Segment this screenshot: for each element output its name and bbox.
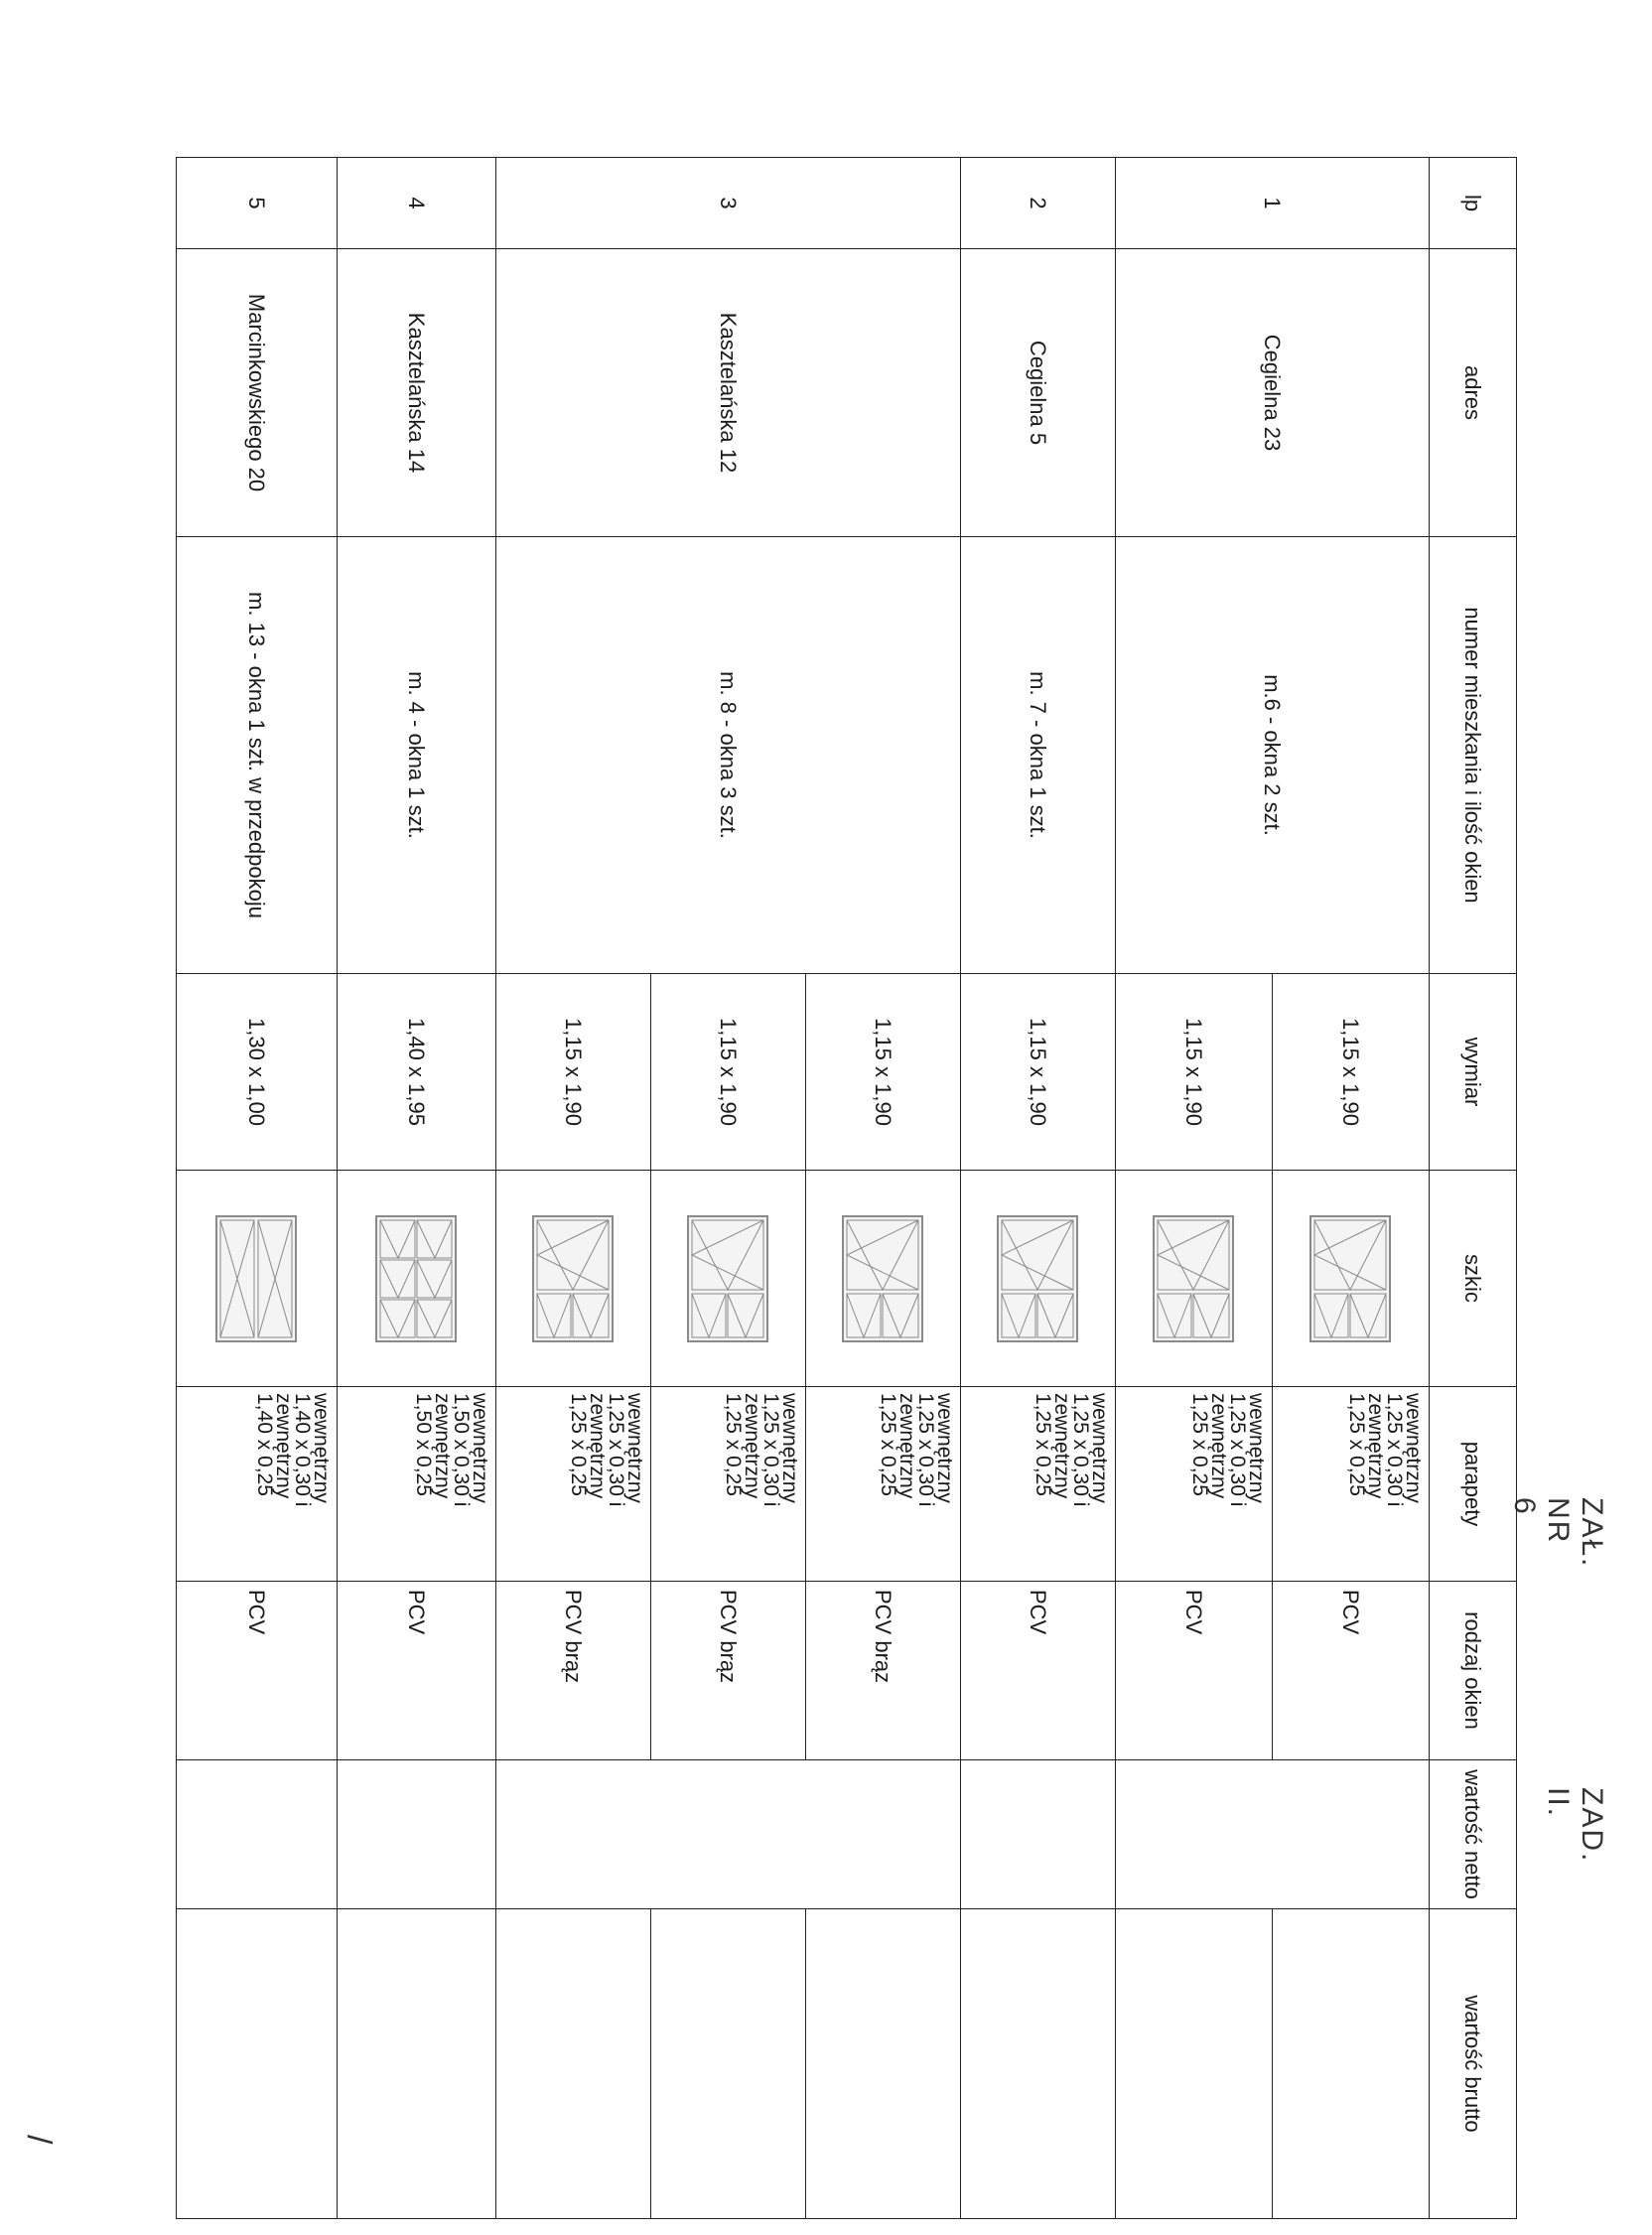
- parapet-line: 1,25 x 0,25: [567, 1393, 590, 1496]
- parapet-line: 1,25 x 0,25: [1032, 1393, 1054, 1496]
- parapet-line: wewnętrzny: [469, 1393, 491, 1503]
- cell-numer: m.6 - okna 2 szt.: [1116, 537, 1430, 974]
- rotated-page: [183, 157, 1517, 2218]
- cell-rodzaj: PCV: [338, 1582, 496, 1760]
- cell-brutto[interactable]: [1116, 1909, 1273, 2219]
- parapet-line: 1,40 x 0,25: [253, 1393, 276, 1496]
- parapet-line: wewnętrzny: [1088, 1393, 1111, 1503]
- cell-lp: 4: [338, 158, 496, 249]
- parapet-line: 1,50 x 0,30 i: [450, 1393, 473, 1507]
- parapet-line: wewnętrzny: [1245, 1393, 1268, 1503]
- cell-netto[interactable]: [177, 1760, 338, 1909]
- parapet-line: 1,25 x 0,25: [1188, 1393, 1211, 1496]
- cell-rodzaj: PCV: [1273, 1582, 1430, 1760]
- cell-rodzaj: PCV brąz: [496, 1582, 651, 1760]
- parapet-line: 1,25 x 0,25: [722, 1393, 745, 1496]
- handwritten-task-note: ZAD. II.: [1542, 1787, 1608, 1864]
- parapet-line: zewnętrzny: [272, 1393, 295, 1499]
- cell-parapety: [1273, 1387, 1430, 1582]
- cell-rodzaj: PCV brąz: [806, 1582, 961, 1760]
- header-wymiar: wymiar: [1430, 974, 1517, 1171]
- parapet-line: zewnętrzny: [1050, 1393, 1073, 1499]
- cell-netto[interactable]: [1116, 1760, 1430, 1909]
- cell-lp: 2: [961, 158, 1116, 249]
- cell-brutto[interactable]: [1273, 1909, 1430, 2219]
- window-sketch-icon: [1309, 1177, 1393, 1380]
- cell-wymiar: 1,15 x 1,90: [961, 974, 1116, 1171]
- cell-wymiar: 1,15 x 1,90: [1273, 974, 1430, 1171]
- cell-netto[interactable]: [338, 1760, 496, 1909]
- parapet-line: wewnętrzny: [1402, 1393, 1425, 1503]
- parapet-line: zewnętrzny: [431, 1393, 454, 1499]
- parapet-line: zewnętrzny: [586, 1393, 609, 1499]
- cell-lp: 5: [177, 158, 338, 249]
- parapet-line: zewnętrzny: [895, 1393, 918, 1499]
- header-lp: lp: [1430, 158, 1517, 249]
- cell-szkic: [338, 1171, 496, 1387]
- cell-parapety: [961, 1387, 1116, 1582]
- cell-adres: Kasztelańska 14: [338, 249, 496, 537]
- cell-parapety: [496, 1387, 651, 1582]
- cell-numer: m. 4 - okna 1 szt.: [338, 537, 496, 974]
- table-row: [1273, 158, 1430, 2219]
- cell-brutto[interactable]: [177, 1909, 338, 2219]
- header-numer: numer mieszkania i ilość okien: [1430, 537, 1517, 974]
- cell-szkic: [651, 1171, 806, 1387]
- header-netto: wartość netto: [1430, 1760, 1517, 1909]
- header-brutto: wartość brutto: [1430, 1909, 1517, 2219]
- cell-numer: m. 7 - okna 1 szt.: [961, 537, 1116, 974]
- window-sketch-icon: [215, 1177, 299, 1380]
- cell-szkic: [177, 1171, 338, 1387]
- cell-numer: m. 8 - okna 3 szt.: [496, 537, 961, 974]
- window-sketch-icon: [687, 1177, 770, 1380]
- cell-rodzaj: PCV: [1116, 1582, 1273, 1760]
- cell-numer: m. 13 - okna 1 szt. w przedpokoju: [177, 537, 338, 974]
- table-row: [338, 158, 496, 2219]
- windows-table: [176, 157, 1517, 2219]
- window-sketch-icon: [532, 1177, 616, 1380]
- cell-netto[interactable]: [961, 1760, 1116, 1909]
- corner-mark: /: [20, 2135, 58, 2147]
- cell-brutto[interactable]: [338, 1909, 496, 2219]
- window-sketch-icon: [375, 1177, 459, 1380]
- cell-szkic: [1116, 1171, 1273, 1387]
- parapet-line: 1,50 x 0,25: [412, 1393, 435, 1496]
- cell-brutto[interactable]: [961, 1909, 1116, 2219]
- window-sketch-icon: [842, 1177, 925, 1380]
- table-row: [177, 158, 338, 2219]
- cell-brutto[interactable]: [806, 1909, 961, 2219]
- header-row: [1430, 158, 1517, 2219]
- cell-lp: 1: [1116, 158, 1430, 249]
- parapet-line: zewnętrzny: [741, 1393, 763, 1499]
- cell-wymiar: 1,15 x 1,90: [496, 974, 651, 1171]
- cell-szkic: [806, 1171, 961, 1387]
- cell-wymiar: 1,15 x 1,90: [1116, 974, 1273, 1171]
- table-body: [177, 158, 1430, 2219]
- cell-adres: Kasztelańska 12: [496, 249, 961, 537]
- header-adres: adres: [1430, 249, 1517, 537]
- cell-parapety: [806, 1387, 961, 1582]
- cell-lp: 3: [496, 158, 961, 249]
- cell-netto[interactable]: [496, 1760, 961, 1909]
- parapet-line: 1,25 x 0,30 i: [1069, 1393, 1092, 1507]
- parapet-line: wewnętrzny: [623, 1393, 646, 1503]
- cell-parapety: [651, 1387, 806, 1582]
- cell-adres: Cegielna 23: [1116, 249, 1430, 537]
- parapet-line: zewnętrzny: [1207, 1393, 1230, 1499]
- parapet-line: wewnętrzny: [310, 1393, 333, 1503]
- cell-szkic: [496, 1171, 651, 1387]
- window-sketch-icon: [1153, 1177, 1236, 1380]
- parapet-line: 1,25 x 0,30 i: [1383, 1393, 1406, 1507]
- cell-wymiar: 1,15 x 1,90: [806, 974, 961, 1171]
- parapet-line: 1,25 x 0,25: [1345, 1393, 1368, 1496]
- cell-brutto[interactable]: [496, 1909, 651, 2219]
- parapet-line: 1,40 x 0,30 i: [291, 1393, 314, 1507]
- cell-wymiar: 1,30 x 1,00: [177, 974, 338, 1171]
- cell-brutto[interactable]: [651, 1909, 806, 2219]
- cell-parapety: [338, 1387, 496, 1582]
- cell-adres: Cegielna 5: [961, 249, 1116, 537]
- cell-szkic: [1273, 1171, 1430, 1387]
- window-sketch-icon: [997, 1177, 1080, 1380]
- handwritten-attachment-note: ZAŁ. NR 6: [1508, 1497, 1608, 1569]
- header-parapety: parapety: [1430, 1387, 1517, 1582]
- parapet-line: 1,25 x 0,25: [877, 1393, 899, 1496]
- table-row: [961, 158, 1116, 2219]
- cell-rodzaj: PCV brąz: [651, 1582, 806, 1760]
- parapet-line: 1,25 x 0,30 i: [759, 1393, 782, 1507]
- cell-parapety: [1116, 1387, 1273, 1582]
- parapet-line: wewnętrzny: [933, 1393, 956, 1503]
- header-szkic: szkic: [1430, 1171, 1517, 1387]
- cell-rodzaj: PCV: [961, 1582, 1116, 1760]
- cell-wymiar: 1,40 x 1,95: [338, 974, 496, 1171]
- parapet-line: 1,25 x 0,30 i: [914, 1393, 937, 1507]
- table-row: [806, 158, 961, 2219]
- parapet-line: zewnętrzny: [1364, 1393, 1387, 1499]
- cell-wymiar: 1,15 x 1,90: [651, 974, 806, 1171]
- parapet-line: 1,25 x 0,30 i: [605, 1393, 627, 1507]
- cell-parapety: [177, 1387, 338, 1582]
- parapet-line: 1,25 x 0,30 i: [1226, 1393, 1249, 1507]
- cell-szkic: [961, 1171, 1116, 1387]
- header-rodzaj: rodzaj okien: [1430, 1582, 1517, 1760]
- parapet-line: wewnętrzny: [778, 1393, 801, 1503]
- cell-adres: Marcinkowskiego 20: [177, 249, 338, 537]
- cell-rodzaj: PCV: [177, 1582, 338, 1760]
